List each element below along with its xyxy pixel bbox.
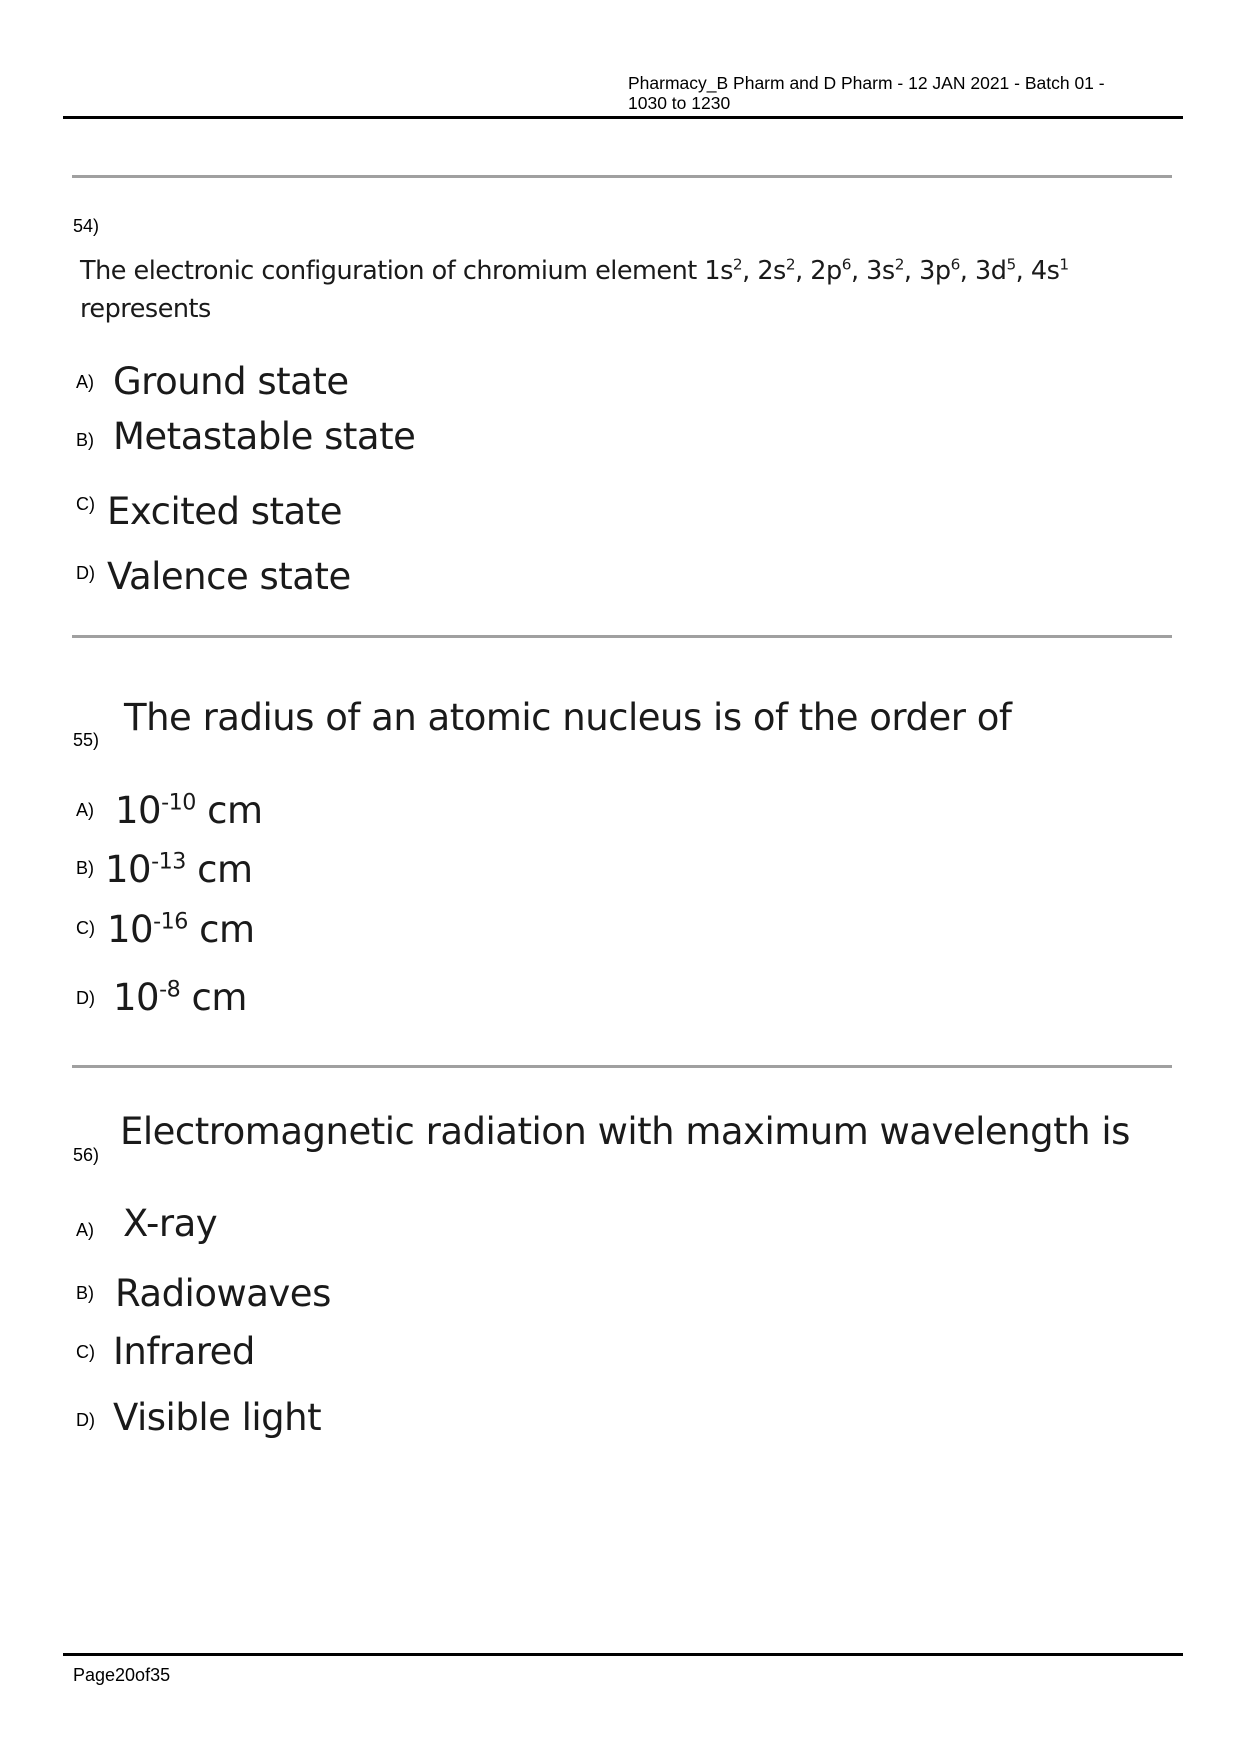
config-term: $4s^1$ <box>1030 255 1069 286</box>
option-label: A) <box>76 372 94 392</box>
option-label: B) <box>76 430 94 450</box>
question-text: Electromagnetic radiation with maximum wavelength is <box>120 1110 1130 1153</box>
option-label: A) <box>76 1220 94 1240</box>
config-term: $2s^2$ <box>757 255 796 286</box>
option-text[interactable]: X-ray <box>123 1202 218 1245</box>
option-label: D) <box>76 988 95 1008</box>
option-text[interactable]: Infrared <box>113 1330 255 1373</box>
option-label: B) <box>76 1283 94 1303</box>
option-text[interactable]: Ground state <box>113 360 349 403</box>
option-label: C) <box>76 494 95 514</box>
question-divider <box>72 175 1172 178</box>
page-number: Page20of35 <box>73 1665 171 1685</box>
footer-rule <box>63 1653 1183 1656</box>
config-term: $3s^2$ <box>866 255 904 286</box>
question-text: The radius of an atomic nucleus is of the order of <box>124 696 1012 739</box>
option-text[interactable]: Excited state <box>107 490 342 533</box>
option-label: C) <box>76 1342 95 1362</box>
question-stem: The electronic configuration of chromium element <box>80 256 697 286</box>
question-stem-end: represents <box>80 294 211 324</box>
config-term: $1s^2$ <box>704 255 743 286</box>
config-term: $2p^6$ <box>810 255 851 286</box>
question-number: 55) <box>73 730 100 750</box>
option-text[interactable]: Valence state <box>107 555 351 598</box>
option-text[interactable]: Visible light <box>113 1396 322 1439</box>
question-number: 56) <box>73 1145 100 1165</box>
option-text[interactable]: $10^{-8}$ cm <box>113 976 247 1019</box>
config-term: $3p^6$ <box>919 255 960 286</box>
option-text[interactable]: Radiowaves <box>115 1272 331 1315</box>
option-text[interactable]: $10^{-13}$ cm <box>105 848 253 891</box>
question-divider <box>72 635 1172 638</box>
option-label: D) <box>76 563 95 583</box>
option-label: A) <box>76 800 94 820</box>
option-text[interactable]: $10^{-16}$ cm <box>107 908 255 951</box>
question-text <box>80 252 1130 328</box>
option-text[interactable]: $10^{-10}$ cm <box>115 789 263 832</box>
electron-configuration: $1s^2$, $2s^2$, $2p^6$, $3s^2$, $3p^6$, $3d^5$, $4s^1$ <box>704 255 1069 286</box>
option-text[interactable]: Metastable state <box>113 415 416 458</box>
option-label: D) <box>76 1410 95 1430</box>
question-number: 54) <box>73 216 100 236</box>
option-label: C) <box>76 918 95 938</box>
option-label: B) <box>76 858 94 878</box>
header-rule <box>63 116 1183 119</box>
question-divider <box>72 1065 1172 1068</box>
config-term: $3d^5$ <box>975 255 1016 286</box>
page-header-title: Pharmacy_B Pharm and D Pharm - 12 JAN 2021 - Batch 01 - 1030 to 1230 <box>628 73 1105 113</box>
